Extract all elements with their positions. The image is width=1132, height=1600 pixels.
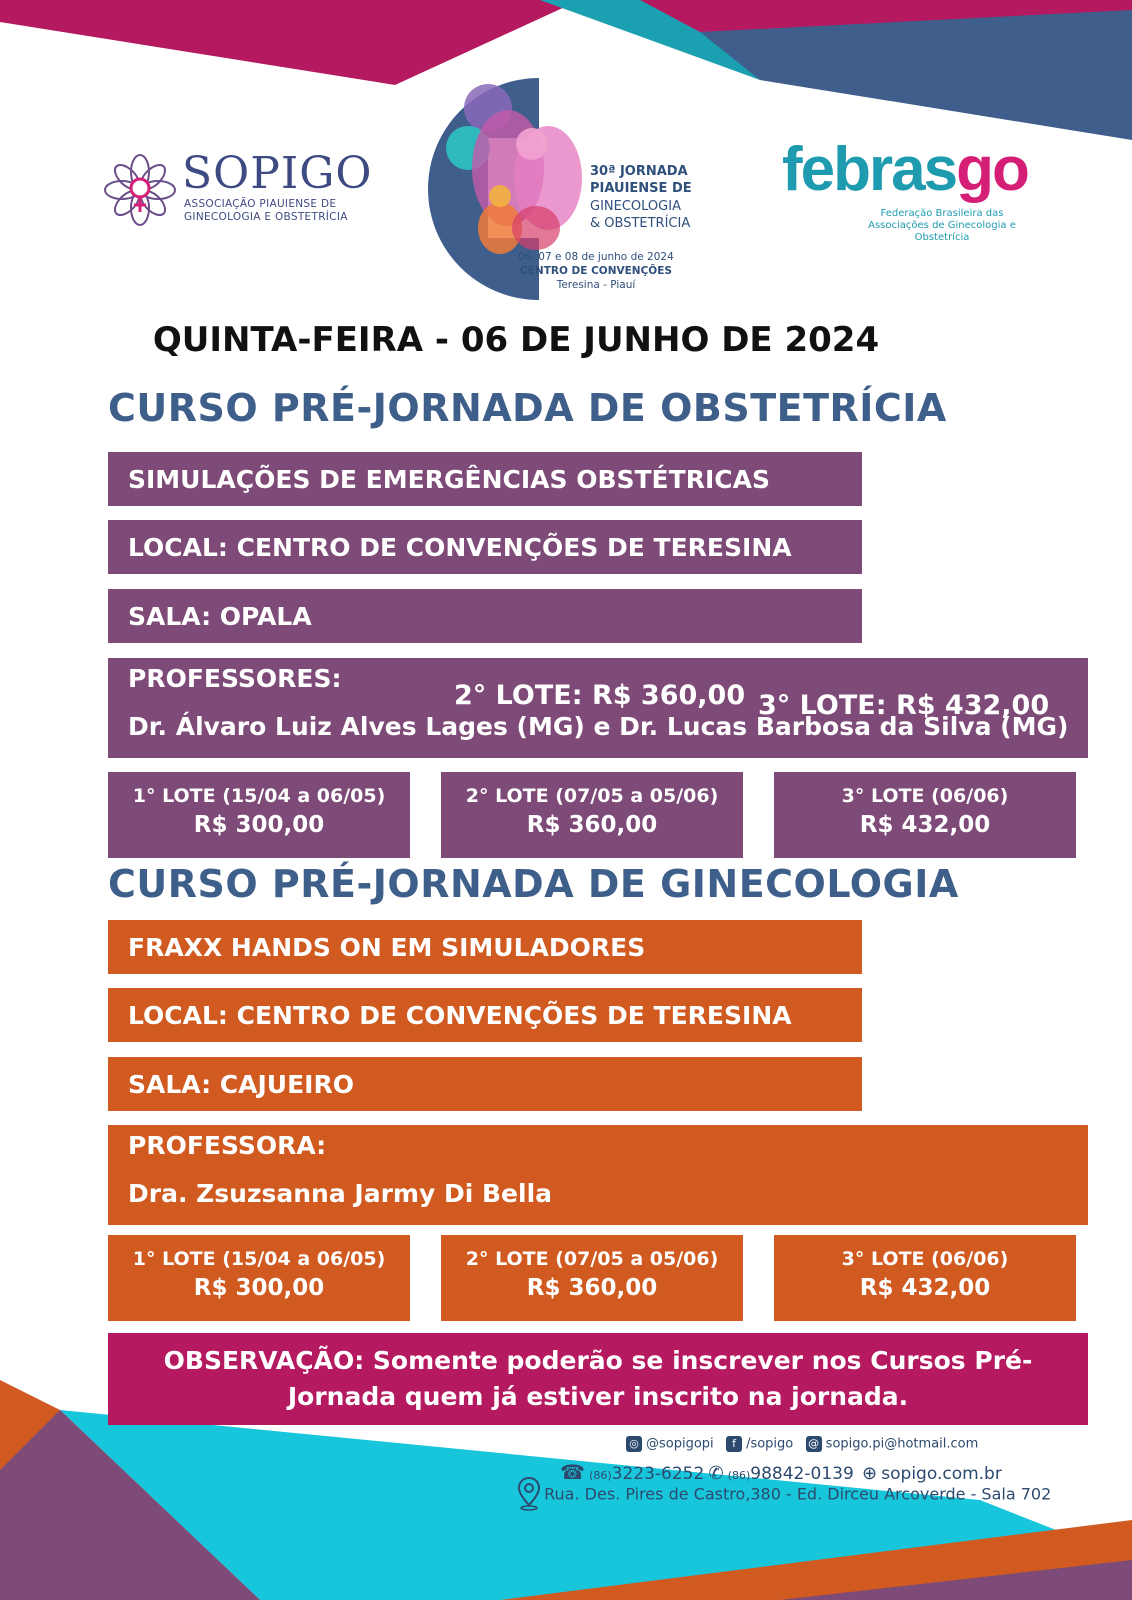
jornada-line1: 30ª JORNADA bbox=[590, 164, 688, 179]
obstetricia-course-bar: SIMULAÇÕES DE EMERGÊNCIAS OBSTÉTRICAS bbox=[108, 452, 862, 506]
at-icon: @ bbox=[806, 1436, 822, 1452]
sopigo-sub-line1: ASSOCIAÇÃO PIAUIENSE DE bbox=[184, 198, 337, 210]
lote-price: R$ 360,00 bbox=[526, 1275, 658, 1301]
observacao-line2: Jornada quem já estiver inscrito na jornada. bbox=[287, 1382, 909, 1411]
email-link[interactable]: sopigo.pi@hotmail.com bbox=[825, 1436, 979, 1452]
lote-label: 2° LOTE (07/05 a 05/06) bbox=[465, 1248, 719, 1270]
febrasgo-description bbox=[842, 208, 1042, 244]
footer-social-row bbox=[626, 1436, 978, 1452]
febrasgo-logo bbox=[782, 130, 1052, 243]
ginecologia-professor-bar bbox=[108, 1125, 1088, 1225]
febrasgo-desc-line2: Associações de Ginecologia e Obstetrícia bbox=[868, 220, 1016, 243]
lote-price: R$ 360,00 bbox=[526, 812, 658, 838]
jornada-logo bbox=[428, 78, 718, 300]
lote-price: R$ 300,00 bbox=[193, 1275, 325, 1301]
ginecologia-lote1-box bbox=[108, 1235, 410, 1321]
instagram-handle[interactable]: @sopigopi bbox=[646, 1436, 714, 1452]
ginecologia-prof-names: Dra. Zsuzsanna Jarmy Di Bella bbox=[128, 1179, 553, 1208]
ginecologia-prof-label: PROFESSORA: bbox=[128, 1131, 327, 1160]
lote-price: R$ 432,00 bbox=[859, 812, 991, 838]
febrasgo-word-a: febras bbox=[782, 135, 957, 204]
instagram-icon: ◎ bbox=[626, 1436, 642, 1452]
lote-price: R$ 432,00 bbox=[859, 1275, 991, 1301]
sopigo-logo bbox=[104, 148, 373, 230]
jornada-city: Teresina - Piauí bbox=[556, 279, 636, 291]
lote-label: 1° LOTE (15/04 a 06/05) bbox=[132, 1248, 386, 1270]
ginecologia-lote2-box bbox=[441, 1235, 743, 1321]
observacao-box bbox=[108, 1333, 1088, 1425]
jornada-line2: PIAUIENSE DE bbox=[590, 180, 692, 196]
sopigo-name: SOPIGO bbox=[182, 148, 373, 199]
facebook-icon: f bbox=[726, 1436, 742, 1452]
obstetricia-lote1-box bbox=[108, 772, 410, 858]
jornada-date-text: 06, 07 e 08 de junho de 2024 bbox=[518, 251, 674, 263]
obstetricia-overlay-lote3: 3° LOTE: R$ 432,00 bbox=[758, 690, 1050, 721]
obstetricia-section-title: CURSO PRÉ-JORNADA DE OBSTETRÍCIA bbox=[108, 386, 947, 430]
ginecologia-lote3-box bbox=[774, 1235, 1076, 1321]
site-link[interactable]: sopigo.com.br bbox=[881, 1464, 1002, 1484]
lote-label: 1° LOTE (15/04 a 06/05) bbox=[132, 785, 386, 807]
obstetricia-overlay-lote2: 2° LOTE: R$ 360,00 bbox=[454, 680, 746, 711]
whatsapp-icon: ✆ bbox=[708, 1463, 724, 1484]
jornada-line3: GINECOLOGIA bbox=[590, 199, 681, 214]
lote-label: 3° LOTE (06/06) bbox=[841, 1248, 1009, 1270]
facebook-handle[interactable]: /sopigo bbox=[746, 1436, 794, 1452]
lote-label: 3° LOTE (06/06) bbox=[841, 785, 1009, 807]
telephone-icon: ☎ bbox=[560, 1460, 585, 1484]
footer-address-row bbox=[518, 1477, 1051, 1511]
observacao-line1: OBSERVAÇÃO: Somente poderão se inscrever nos Cursos Pré- bbox=[163, 1346, 1033, 1375]
sopigo-subtitle bbox=[184, 198, 348, 224]
febrasgo-wordmark bbox=[782, 130, 1028, 210]
sopigo-flower-icon bbox=[104, 154, 176, 226]
obstetricia-prof-names: Dr. Álvaro Luiz Alves Lages (MG) e Dr. Lucas Barbosa da Silva (MG) bbox=[128, 712, 1069, 741]
globe-icon: ⊕ bbox=[862, 1463, 878, 1484]
ginecologia-sala-bar: SALA: CAJUEIRO bbox=[108, 1057, 862, 1111]
jornada-line4: & OBSTETRÍCIA bbox=[590, 216, 691, 231]
ginecologia-course-bar: FRAXX HANDS ON EM SIMULADORES bbox=[108, 920, 862, 974]
location-pin-icon bbox=[518, 1477, 540, 1511]
obstetricia-lote2-box bbox=[441, 772, 743, 858]
mobile-ddd: (86) bbox=[727, 1469, 751, 1482]
febrasgo-desc-line1: Federação Brasileira das bbox=[880, 208, 1004, 219]
jornada-subtitle bbox=[590, 198, 690, 232]
date-title: QUINTA-FEIRA - 06 DE JUNHO DE 2024 bbox=[152, 320, 880, 360]
phone-number[interactable]: 3223-6252 bbox=[611, 1464, 705, 1484]
obstetricia-local-bar: LOCAL: CENTRO DE CONVENÇÕES DE TERESINA bbox=[108, 520, 862, 574]
jornada-title bbox=[590, 164, 692, 197]
address-text: Rua. Des. Pires de Castro,380 - Ed. Dirceu Arcoverde - Sala 702 bbox=[544, 1484, 1052, 1504]
ginecologia-section-title: CURSO PRÉ-JORNADA DE GINECOLOGIA bbox=[108, 862, 959, 906]
mobile-number[interactable]: 98842-0139 bbox=[750, 1464, 854, 1484]
febrasgo-word-b: go bbox=[956, 135, 1028, 204]
jornada-venue: CENTRO DE CONVENÇÕES bbox=[520, 265, 672, 277]
sopigo-sub-line2: GINECOLOGIA E OBSTETRÍCIA bbox=[184, 211, 348, 223]
obstetricia-prof-label: PROFESSORES: bbox=[128, 664, 342, 693]
ginecologia-local-bar: LOCAL: CENTRO DE CONVENÇÕES DE TERESINA bbox=[108, 988, 862, 1042]
phone-ddd: (86) bbox=[589, 1469, 612, 1482]
obstetricia-lote3-box bbox=[774, 772, 1076, 858]
obstetricia-professors-bar bbox=[108, 658, 1088, 758]
lote-label: 2° LOTE (07/05 a 05/06) bbox=[465, 785, 719, 807]
jornada-dates bbox=[516, 250, 676, 292]
lote-price: R$ 300,00 bbox=[193, 812, 325, 838]
obstetricia-sala-bar: SALA: OPALA bbox=[108, 589, 862, 643]
